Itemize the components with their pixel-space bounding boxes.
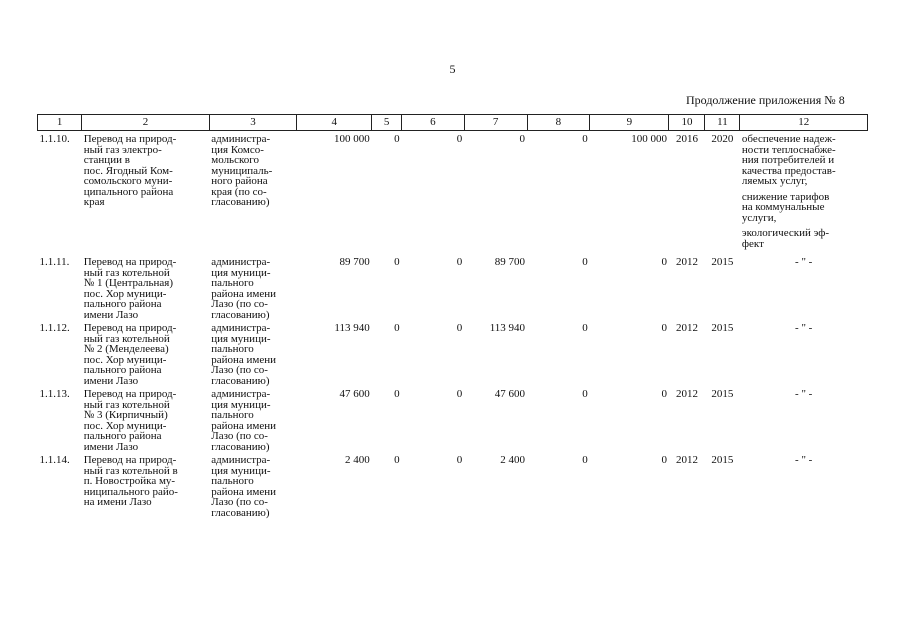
table-row: [38, 386, 868, 452]
executor: администра- ция муници- пального района имени Лазо (по со- гласованию): [211, 256, 277, 321]
row-code: 1.1.14.: [39, 454, 70, 466]
value-col7: 89 700: [494, 256, 526, 268]
value-col8: 0: [582, 388, 588, 400]
start-year: 2012: [675, 256, 698, 268]
column-header: 12: [740, 115, 868, 131]
end-year: 2015: [711, 388, 734, 400]
row-code: 1.1.10.: [39, 133, 70, 145]
executor: администра- ция муници- пального района имени Лазо (по со- гласованию): [211, 322, 277, 387]
executor: администра- ция муници- пального района имени Лазо (по со- гласованию): [211, 454, 277, 519]
measure-name: Перевод на природ- ный газ котельной № 1 (Центральная) пос. Хор муници- пального района имени Лазо: [83, 256, 177, 321]
value-col9: 0: [661, 322, 667, 334]
value-col7: 0: [519, 133, 526, 145]
column-header: 3: [209, 115, 296, 131]
row-code: 1.1.12.: [39, 322, 70, 334]
value-col6: 0: [456, 454, 463, 466]
value-col5: 0: [394, 322, 400, 334]
executor: администра- ция муници- пального района имени Лазо (по со- гласованию): [211, 388, 277, 453]
column-header: 7: [464, 115, 527, 131]
value-col8: 0: [582, 133, 588, 145]
value-col4: 47 600: [339, 388, 370, 400]
column-header: 9: [590, 115, 669, 131]
effect-paragraph: экологический эф- фект: [741, 227, 830, 250]
measure-name: Перевод на природ- ный газ котельной № 3 (Кирпичный) пос. Хор муници- пального района имени Лазо: [83, 388, 177, 453]
value-col9: 0: [661, 256, 667, 268]
column-header: 11: [705, 115, 740, 131]
measures-table: [37, 114, 868, 518]
value-col5: 0: [394, 256, 400, 268]
value-col6: 0: [456, 133, 463, 145]
row-code: 1.1.11.: [39, 256, 70, 268]
start-year: 2012: [675, 322, 698, 334]
column-header: 2: [82, 115, 210, 131]
value-col8: 0: [582, 322, 588, 334]
value-col6: 0: [456, 388, 463, 400]
effect-paragraph: обеспечение надеж- ности теплоснабже- ния потребителей и качества предостав- ляемых услуг,: [741, 133, 836, 187]
column-header: 4: [297, 115, 372, 131]
column-header: 10: [669, 115, 705, 131]
value-col5: 0: [394, 454, 400, 466]
table-row: [38, 254, 868, 320]
value-col4: 89 700: [339, 256, 370, 268]
expected-effect: - " -: [795, 454, 813, 466]
value-col9: 0: [661, 388, 667, 400]
column-header: 5: [372, 115, 402, 131]
column-header: 6: [402, 115, 465, 131]
end-year: 2020: [711, 133, 734, 145]
row-code: 1.1.13.: [39, 388, 70, 400]
measure-name: Перевод на природ- ный газ котельной № 2 (Менделеева) пос. Хор муници- пального района имени Лазо: [83, 322, 177, 387]
end-year: 2015: [711, 322, 734, 334]
table-row: [38, 131, 868, 255]
start-year: 2012: [675, 454, 698, 466]
measure-name: Перевод на природ- ный газ котельной в п. Новостройка му- ниципального райо- на имени Лазо: [83, 454, 178, 508]
value-col4: 100 000: [334, 133, 370, 145]
start-year: 2012: [675, 388, 698, 400]
appendix-continuation-label: Продолжение приложения № 8: [686, 93, 845, 107]
executor: администра- ция Комсо- мольского муниципаль- ного района края (по со- гласованию): [211, 133, 273, 208]
start-year: 2016: [675, 133, 698, 145]
end-year: 2015: [711, 454, 734, 466]
expected-effect: - " -: [795, 322, 813, 334]
effect-paragraph: снижение тарифов на коммунальные услуги,: [741, 190, 830, 224]
expected-effect: - " -: [795, 256, 813, 268]
value-col6: 0: [456, 256, 463, 268]
header-row: [38, 115, 868, 131]
page-number: 5: [449, 62, 456, 76]
value-col9: 0: [661, 454, 667, 466]
value-col7: 47 600: [494, 388, 526, 400]
value-col4: 2 400: [345, 454, 370, 466]
expected-effect: - " -: [795, 388, 813, 400]
column-header: 8: [527, 115, 590, 131]
measure-name: Перевод на природ- ный газ электро- станции в пос. Ягодный Ком- сомольского муни- ципального района края: [83, 133, 177, 208]
value-col4: 113 940: [334, 322, 370, 334]
column-header: 1: [38, 115, 82, 131]
value-col8: 0: [582, 454, 588, 466]
value-col5: 0: [394, 133, 400, 145]
value-col9: 100 000: [631, 133, 667, 145]
end-year: 2015: [711, 256, 734, 268]
value-col7: 2 400: [500, 454, 526, 466]
value-col6: 0: [456, 322, 463, 334]
value-col5: 0: [394, 388, 400, 400]
expected-effect: [740, 131, 868, 255]
table-row: [38, 320, 868, 386]
value-col7: 113 940: [489, 322, 526, 334]
table-row: [38, 452, 868, 518]
value-col8: 0: [582, 256, 588, 268]
